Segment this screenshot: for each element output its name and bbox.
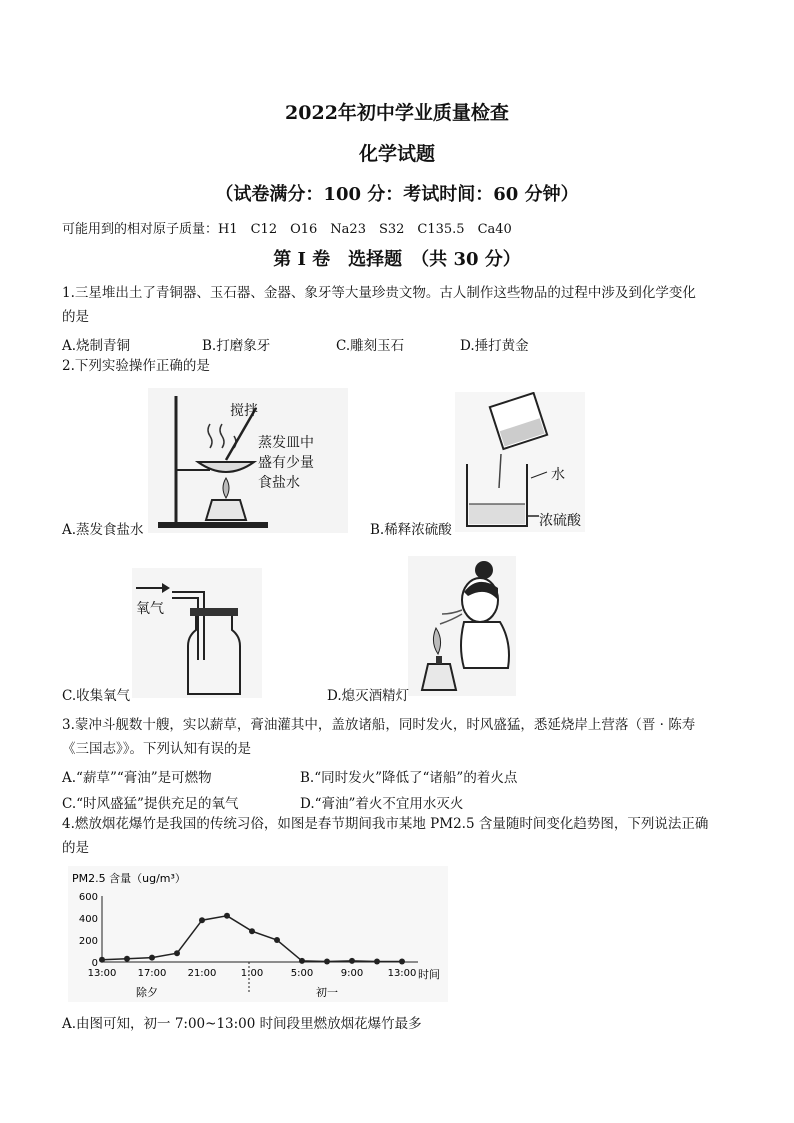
q1-stem-line2: 的是 [62, 309, 89, 325]
q1-option-b: B.打磨象牙 [202, 338, 271, 354]
x-tick-label: 9:00 [340, 968, 364, 979]
label-dish-3: 食盐水 [258, 475, 300, 491]
x-tick-label: 17:00 [137, 968, 167, 979]
data-point [249, 928, 255, 934]
q2-stem: 2.下列实验操作正确的是 [62, 358, 210, 374]
data-point [124, 956, 130, 962]
chart-ylabel: PM2.5 含量（ug/m³） [72, 872, 186, 885]
y-tick-label: 0 [91, 958, 98, 969]
figure-lamp-extinguish [408, 556, 516, 696]
q2-option-b: B.稀释浓硫酸 [370, 522, 452, 538]
x-tick-label: 13:00 [87, 968, 117, 979]
data-point [99, 957, 105, 963]
label-dish-1: 蒸发皿中 [258, 435, 314, 451]
q2-option-a: A.蒸发食盐水 [62, 522, 144, 538]
q3-option-b: B.“同时发火”降低了“诸船”的着火点 [300, 770, 518, 786]
data-point [224, 913, 230, 919]
figure-evaporation [148, 388, 348, 533]
q3-option-a: A.“薪草”“膏油”是可燃物 [62, 770, 212, 786]
day-label-eve: 除夕 [136, 986, 158, 999]
figure-dilution [455, 392, 585, 532]
q1-option-c: C.雕刻玉石 [336, 338, 405, 354]
paper-title: 2022年初中学业质量检查 [285, 102, 509, 124]
pm25-chart [68, 866, 448, 1002]
y-tick-label: 200 [78, 936, 98, 947]
label-water: 水 [551, 467, 565, 483]
atomic-masses: 可能用到的相对原子质量：H1 C12 O16 Na23 S32 C135.5 Ca40 [62, 222, 512, 237]
y-tick-label: 600 [78, 892, 98, 903]
subject-title: 化学试题 [358, 143, 435, 165]
chart-xlabel: 时间 [418, 968, 440, 981]
figure-oxygen-collection [132, 568, 262, 698]
label-dish-2: 盛有少量 [258, 455, 314, 471]
data-point [149, 955, 155, 961]
q3-option-c: C.“时风盛猛”提供充足的氧气 [62, 796, 239, 812]
q3-stem-line1: 3.蒙冲斗舰数十艘，实以薪草，膏油灌其中，盖放诸船，同时发火，时风盛猛，悉延烧岸上营落（晋 · 陈寿 [62, 717, 696, 733]
label-acid: 浓硫酸 [539, 513, 581, 529]
data-point [399, 958, 405, 964]
data-point [199, 917, 205, 923]
data-point [274, 937, 280, 943]
q1-stem-line1: 1.三星堆出土了青铜器、玉石器、金器、象牙等大量珍贵文物。古人制作这些物品的过程中涉及到化学变化 [62, 285, 696, 301]
q4-stem-line1: 4.燃放烟花爆竹是我国的传统习俗，如图是春节期间我市某地 PM2.5 含量随时间变化趋势图，下列说法正确 [62, 816, 709, 832]
q3-stem-line2: 《三国志》》。下列认知有误的是 [62, 741, 251, 757]
label-stir: 搅拌 [230, 403, 258, 419]
q2-option-c: C.收集氧气 [62, 688, 131, 704]
data-point [324, 958, 330, 964]
x-tick-label: 13:00 [387, 968, 417, 979]
exam-info: （试卷满分：100 分：考试时间：60 分钟） [215, 184, 579, 205]
q1-option-a: A.烧制青铜 [62, 338, 131, 354]
day-label-first: 初一 [316, 986, 338, 999]
q1-option-d: D.捶打黄金 [460, 338, 529, 354]
label-oxygen: 氧气 [136, 601, 164, 617]
data-point [349, 958, 355, 964]
data-point [299, 958, 305, 964]
q4-option-a: A.由图可知，初一 7:00~13:00 时间段里燃放烟花爆竹最多 [62, 1016, 422, 1032]
q3-option-d: D.“膏油”着火不宜用水灭火 [300, 796, 464, 812]
data-point [174, 950, 180, 956]
x-tick-label: 1:00 [240, 968, 264, 979]
x-tick-label: 5:00 [290, 968, 314, 979]
y-tick-label: 400 [78, 914, 98, 925]
x-tick-label: 21:00 [187, 968, 217, 979]
data-point [374, 958, 380, 964]
q2-option-d: D.熄灭酒精灯 [327, 688, 410, 704]
section-title: 第 I 卷 选择题 （共 30 分） [273, 249, 521, 270]
q4-stem-line2: 的是 [62, 840, 89, 856]
